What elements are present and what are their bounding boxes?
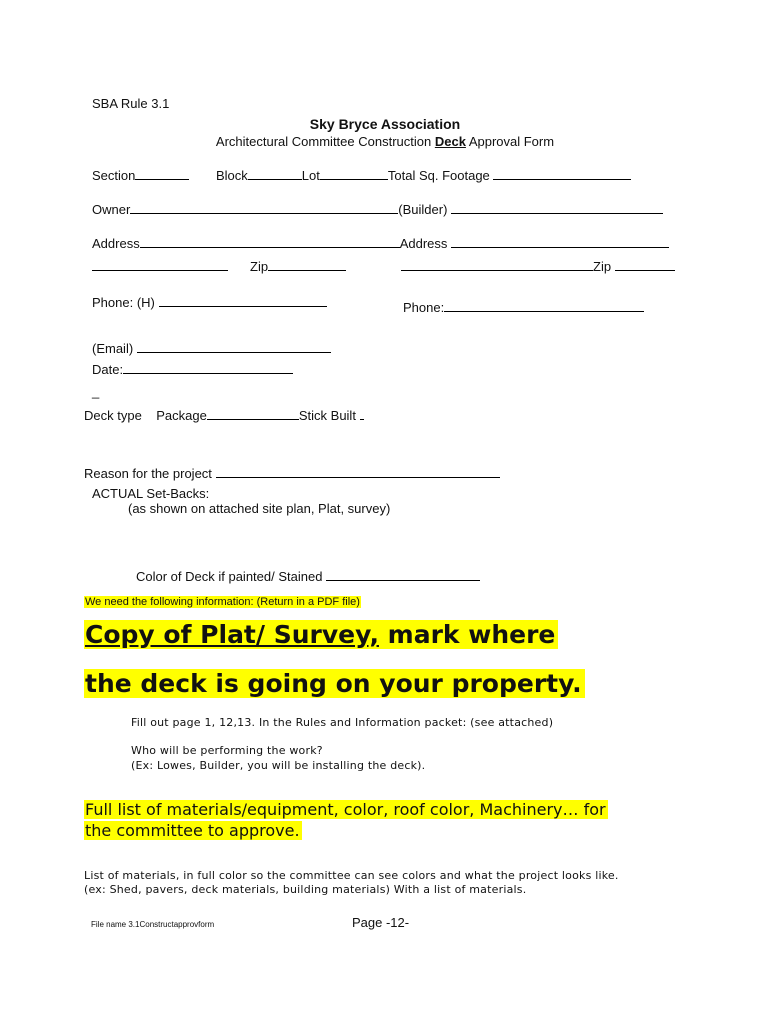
list-text-1: List of materials, in full color so the committee can see colors and what the project looks like. <box>84 869 619 882</box>
reason-row <box>84 465 500 481</box>
copy-plat-rest: mark where <box>378 620 556 649</box>
footer-filename: File name 3.1Constructapprovform <box>91 920 215 929</box>
zip1-label: Zip <box>250 259 269 274</box>
city2-line[interactable] <box>401 258 593 271</box>
email-label: (Email) <box>92 341 134 356</box>
reason-label: Reason for the project <box>84 466 212 481</box>
zip1-group <box>250 258 346 274</box>
phone2-label: Phone: <box>403 300 445 315</box>
fill-out-text: Fill out page 1, 12,13. In the Rules and Information packet: (see attached) <box>131 716 554 729</box>
setbacks-note: (as shown on attached site plan, Plat, survey) <box>128 501 391 516</box>
block-row <box>216 167 631 183</box>
deck-type-row <box>84 407 364 423</box>
color-row <box>136 568 480 584</box>
phone2-line[interactable] <box>444 299 644 312</box>
section-line[interactable] <box>135 167 189 180</box>
section-row <box>92 167 189 183</box>
subtitle-pre: Architectural Committee Construction <box>215 134 435 149</box>
page-number: Page -12- <box>352 915 410 930</box>
dash-mark: _ <box>92 384 100 399</box>
total-sq-line[interactable] <box>493 167 631 180</box>
who-text-1: Who will be performing the work? <box>131 744 323 757</box>
setbacks-label: ACTUAL Set-Backs: <box>92 486 210 501</box>
section-label: Section <box>92 168 136 183</box>
block-label: Block <box>216 168 248 183</box>
zip2-label: Zip <box>593 259 612 274</box>
subtitle-post: Approval Form <box>465 134 555 149</box>
total-sq-label: Total Sq. Footage <box>387 168 490 183</box>
phone-h-row <box>92 294 327 310</box>
phone-h-line[interactable] <box>159 294 327 307</box>
address2-label: Address <box>399 236 448 251</box>
who-text-2: (Ex: Lowes, Builder, you will be installing the deck). <box>131 759 426 772</box>
copy-plat-line1 <box>84 620 558 649</box>
phone2-row <box>403 299 644 315</box>
reason-line[interactable] <box>216 465 500 478</box>
city1-line[interactable] <box>92 258 228 271</box>
stick-built-line[interactable] <box>360 407 364 420</box>
full-list-line2: the committee to approve. <box>85 821 300 840</box>
date-line[interactable] <box>123 361 293 374</box>
package-label: Package <box>156 408 207 423</box>
package-line[interactable] <box>207 407 299 420</box>
address-row <box>92 235 669 251</box>
stick-built-label: Stick Built <box>298 408 356 423</box>
builder-label: (Builder) <box>398 202 448 217</box>
full-list-line1: Full list of materials/equipment, color, roof color, Machinery… for <box>85 800 606 819</box>
list-text-2: (ex: Shed, pavers, deck materials, building materials) With a list of materials. <box>84 883 527 896</box>
color-line[interactable] <box>326 568 480 581</box>
owner-label: Owner <box>92 202 131 217</box>
email-line[interactable] <box>137 340 331 353</box>
form-subtitle <box>0 134 770 149</box>
owner-row <box>92 201 663 217</box>
zip2-row <box>401 258 675 274</box>
zip1-line[interactable] <box>268 258 346 271</box>
zip2-line[interactable] <box>615 258 675 271</box>
copy-plat-line2: the deck is going on your property. <box>84 669 585 698</box>
lot-line[interactable] <box>320 167 388 180</box>
subtitle-bold: Deck <box>434 134 466 149</box>
deck-type-label: Deck type <box>84 408 142 423</box>
address1-line[interactable] <box>140 235 400 248</box>
org-title: Sky Bryce Association <box>309 116 461 132</box>
email-row <box>92 340 331 356</box>
date-row <box>92 361 293 377</box>
address2-line[interactable] <box>451 235 669 248</box>
address1-label: Address <box>92 236 140 251</box>
block-line[interactable] <box>248 167 302 180</box>
copy-plat-underlined: Copy of Plat/ Survey, <box>85 620 379 649</box>
phone-h-label: Phone: (H) <box>92 295 155 310</box>
builder-line[interactable] <box>451 201 663 214</box>
need-info-highlight: We need the following information: (Return in a PDF file) <box>85 596 360 608</box>
date-label: Date: <box>92 362 124 377</box>
rule-label: SBA Rule 3.1 <box>92 96 170 111</box>
owner-line[interactable] <box>130 201 398 214</box>
color-label: Color of Deck if painted/ Stained <box>136 569 323 584</box>
lot-label: Lot <box>301 168 320 183</box>
zip1-row <box>92 258 228 274</box>
